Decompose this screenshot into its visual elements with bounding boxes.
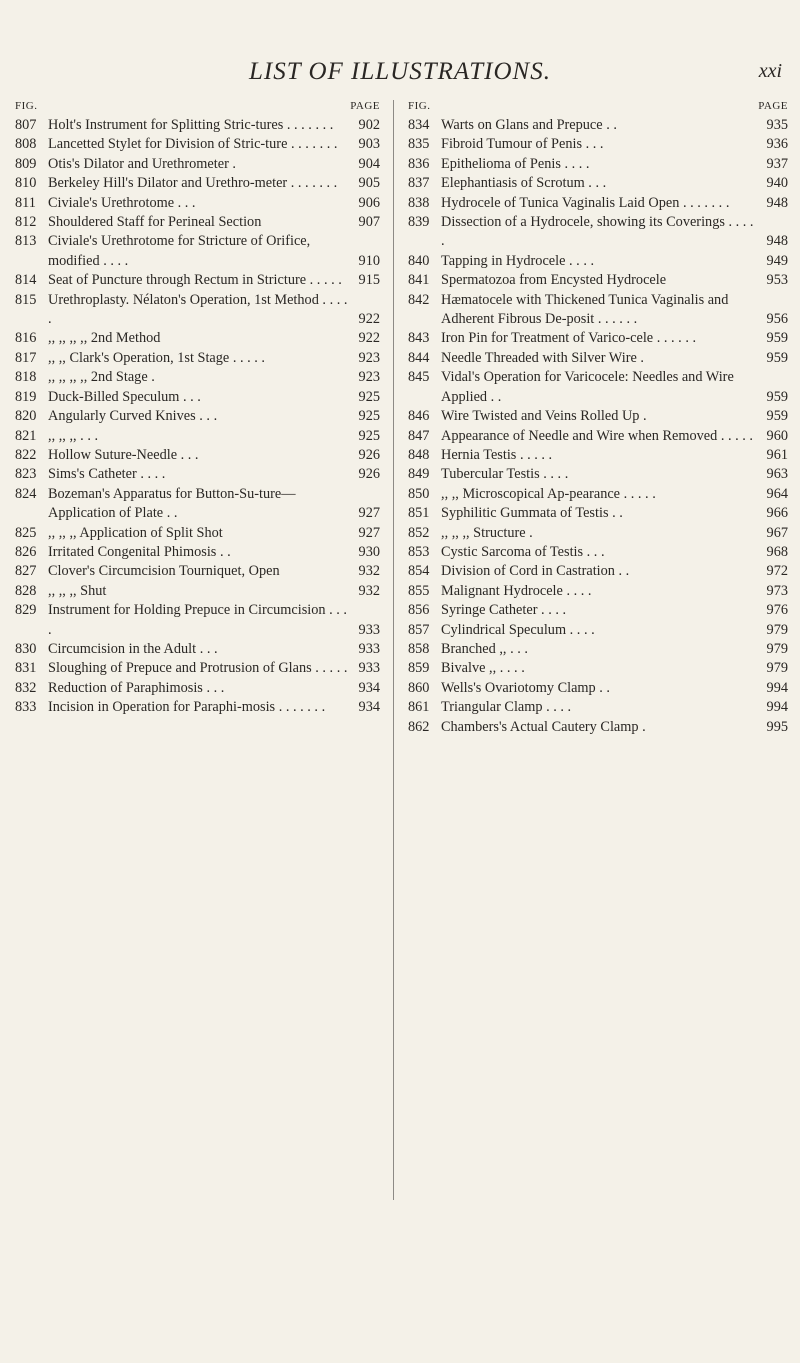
page-ref: 922 xyxy=(358,330,380,347)
list-item xyxy=(408,368,788,407)
fig-caption: Fibroid Tumour of Penis . . . xyxy=(441,136,604,153)
page-ref: 948 xyxy=(766,233,788,250)
page-ref: 933 xyxy=(358,640,380,657)
fig-caption: Hydrocele of Tunica Vaginalis Laid Open . . . . . . . xyxy=(441,194,730,211)
fig-number: 849 xyxy=(408,466,430,483)
fig-caption: Sloughing of Prepuce and Protrusion of Glans . . . . . xyxy=(48,660,348,677)
fig-number: 808 xyxy=(15,136,37,153)
fig-number: 840 xyxy=(408,252,430,269)
fig-caption: Bivalve ,, . . . . xyxy=(441,660,525,677)
page-ref: 923 xyxy=(358,349,380,366)
list-item xyxy=(15,213,380,232)
fig-caption: Civiale's Urethrotome . . . xyxy=(48,194,196,211)
fig-caption: Syphilitic Gummata of Testis . . xyxy=(441,505,623,522)
fig-caption: Wire Twisted and Veins Rolled Up . xyxy=(441,408,647,425)
fig-number: 826 xyxy=(15,543,37,560)
page-ref: 960 xyxy=(766,427,788,444)
page-ref: 972 xyxy=(766,563,788,580)
fig-caption: Dissection of a Hydrocele, showing its Coverings . . . . . xyxy=(441,214,754,250)
fig-number: 832 xyxy=(15,679,37,696)
page-label: PAGE xyxy=(758,100,788,112)
page-ref: 994 xyxy=(766,699,788,716)
left-column xyxy=(15,100,380,718)
fig-caption: ,, ,, ,, ,, 2nd Method xyxy=(48,330,161,347)
page-ref: 936 xyxy=(766,136,788,153)
fig-number: 850 xyxy=(408,485,430,502)
page-ref: 979 xyxy=(766,621,788,638)
page-ref: 953 xyxy=(766,272,788,289)
list-item xyxy=(15,349,380,368)
list-item xyxy=(15,427,380,446)
page-ref: 966 xyxy=(766,505,788,522)
page-ref: 995 xyxy=(766,718,788,735)
fig-number: 834 xyxy=(408,117,430,133)
fig-number: 833 xyxy=(15,699,37,716)
list-item xyxy=(15,194,380,213)
fig-caption: Bozeman's Apparatus for Button-Su-ture—Application of Plate . . xyxy=(48,485,296,522)
fig-caption: ,, ,, ,, ,, 2nd Stage . xyxy=(48,369,155,386)
list-item xyxy=(408,679,788,698)
fig-number: 862 xyxy=(408,718,430,735)
page-ref: 940 xyxy=(766,175,788,192)
list-item xyxy=(408,252,788,271)
list-item xyxy=(15,329,380,348)
fig-caption: ,, ,, ,, Application of Split Shot xyxy=(48,524,223,541)
fig-number: 829 xyxy=(15,602,37,619)
fig-number: 852 xyxy=(408,524,430,541)
fig-number: 810 xyxy=(15,175,37,192)
fig-number: 831 xyxy=(15,660,37,677)
list-item xyxy=(408,194,788,213)
page-ref: 934 xyxy=(358,679,380,696)
list-item xyxy=(408,155,788,174)
fig-number: 846 xyxy=(408,408,430,425)
fig-caption: Hollow Suture-Needle . . . xyxy=(48,446,199,463)
fig-number: 817 xyxy=(15,349,37,366)
page-ref: 959 xyxy=(766,408,788,425)
right-column xyxy=(408,100,788,737)
list-item xyxy=(15,291,380,330)
list-item xyxy=(408,543,788,562)
page-ref: 956 xyxy=(766,311,788,328)
page-ref: 967 xyxy=(766,524,788,541)
list-item xyxy=(408,465,788,484)
list-item xyxy=(408,349,788,368)
fig-number: 842 xyxy=(408,291,430,308)
fig-number: 859 xyxy=(408,660,430,677)
fig-caption: ,, ,, ,, . . . xyxy=(48,427,99,444)
fig-caption: Holt's Instrument for Splitting Stric-tures . . . . . . . xyxy=(48,117,334,133)
page-ref: 907 xyxy=(358,214,380,231)
list-item xyxy=(408,174,788,193)
list-item xyxy=(408,485,788,504)
list-item xyxy=(15,116,380,135)
fig-number: 827 xyxy=(15,563,37,580)
list-item xyxy=(408,718,788,737)
fig-caption: Chambers's Actual Cautery Clamp . xyxy=(441,718,646,735)
page-ref: 922 xyxy=(358,311,380,328)
list-item xyxy=(15,640,380,659)
fig-number: 812 xyxy=(15,214,37,231)
list-item xyxy=(408,116,788,135)
fig-caption: Irritated Congenital Phimosis . . xyxy=(48,543,231,560)
fig-caption: Reduction of Paraphimosis . . . xyxy=(48,679,225,696)
list-item xyxy=(15,368,380,387)
fig-number: 860 xyxy=(408,679,430,696)
page-ref: 979 xyxy=(766,640,788,657)
list-item xyxy=(15,679,380,698)
page-ref: 915 xyxy=(358,272,380,289)
list-item xyxy=(15,155,380,174)
fig-caption: Needle Threaded with Silver Wire . xyxy=(441,349,644,366)
fig-caption: Appearance of Needle and Wire when Removed . . . . . xyxy=(441,427,753,444)
list-item xyxy=(15,524,380,543)
page-ref: 926 xyxy=(358,466,380,483)
fig-number: 857 xyxy=(408,621,430,638)
fig-caption: Branched ,, . . . xyxy=(441,640,528,657)
page-ref: 948 xyxy=(766,194,788,211)
list-item xyxy=(408,524,788,543)
list-item xyxy=(408,427,788,446)
fig-number: 858 xyxy=(408,640,430,657)
fig-number: 828 xyxy=(15,582,37,599)
fig-number: 843 xyxy=(408,330,430,347)
fig-number: 848 xyxy=(408,446,430,463)
fig-caption: ,, ,, Microscopical Ap-pearance . . . . . xyxy=(441,485,656,502)
column-header xyxy=(408,100,788,116)
fig-caption: Warts on Glans and Prepuce . . xyxy=(441,117,617,133)
fig-number: 838 xyxy=(408,194,430,211)
fig-number: 813 xyxy=(15,233,37,250)
fig-number: 835 xyxy=(408,136,430,153)
fig-caption: Otis's Dilator and Urethrometer . xyxy=(48,155,236,172)
fig-number: 841 xyxy=(408,272,430,289)
list-item xyxy=(15,271,380,290)
fig-caption: Clover's Circumcision Tourniquet, Open xyxy=(48,563,280,580)
fig-number: 815 xyxy=(15,291,37,308)
fig-number: 836 xyxy=(408,155,430,172)
fig-number: 807 xyxy=(15,117,37,133)
page-ref: 935 xyxy=(766,117,788,133)
fig-number: 855 xyxy=(408,582,430,599)
list-item xyxy=(408,329,788,348)
page-ref: 925 xyxy=(358,427,380,444)
page-ref: 963 xyxy=(766,466,788,483)
fig-number: 820 xyxy=(15,408,37,425)
list-item xyxy=(15,388,380,407)
page-ref: 934 xyxy=(358,699,380,716)
fig-caption: Cystic Sarcoma of Testis . . . xyxy=(441,543,605,560)
list-item xyxy=(15,446,380,465)
fig-caption: Triangular Clamp . . . . xyxy=(441,699,572,716)
page-ref: 926 xyxy=(358,446,380,463)
page-ref: 959 xyxy=(766,349,788,366)
fig-caption: Tapping in Hydrocele . . . . xyxy=(441,252,595,269)
list-item xyxy=(15,465,380,484)
list-item xyxy=(408,135,788,154)
page-ref: 905 xyxy=(358,175,380,192)
page-ref: 933 xyxy=(358,660,380,677)
list-item xyxy=(408,601,788,620)
fig-number: 856 xyxy=(408,602,430,619)
list-item xyxy=(15,543,380,562)
page-ref: 979 xyxy=(766,660,788,677)
fig-caption: Elephantiasis of Scrotum . . . xyxy=(441,175,607,192)
list-item xyxy=(408,291,788,330)
fig-caption: Civiale's Urethrotome for Stricture of Orifice, modified . . . . xyxy=(48,233,311,269)
fig-caption: Incision in Operation for Paraphi-mosis . . . . . . . xyxy=(48,699,326,716)
page-label: PAGE xyxy=(350,100,380,112)
list-item xyxy=(408,640,788,659)
fig-number: 824 xyxy=(15,485,37,502)
fig-number: 809 xyxy=(15,155,37,172)
fig-number: 839 xyxy=(408,214,430,231)
fig-number: 814 xyxy=(15,272,37,289)
page-ref: 910 xyxy=(358,252,380,269)
fig-caption: Duck-Billed Speculum . . . xyxy=(48,388,201,405)
fig-caption: Lancetted Stylet for Division of Stric-ture . . . . . . . xyxy=(48,136,338,153)
fig-number: 822 xyxy=(15,446,37,463)
page-ref: 994 xyxy=(766,679,788,696)
list-item xyxy=(15,485,380,524)
page-ref: 903 xyxy=(358,136,380,153)
illustration-list xyxy=(15,116,380,718)
page-ref: 925 xyxy=(358,408,380,425)
fig-caption: Urethroplasty. Nélaton's Operation, 1st Method . . . . . xyxy=(48,291,348,328)
list-item xyxy=(408,446,788,465)
page-ref: 949 xyxy=(766,252,788,269)
page-ref: 904 xyxy=(358,155,380,172)
fig-caption: Wells's Ovariotomy Clamp . . xyxy=(441,679,611,696)
page-header xyxy=(0,58,800,88)
fig-caption: Hernia Testis . . . . . xyxy=(441,446,553,463)
page-ref: 959 xyxy=(766,388,788,405)
fig-label: FIG. xyxy=(408,100,431,112)
fig-number: 818 xyxy=(15,369,37,386)
fig-caption: Vidal's Operation for Varicocele: Needles and Wire Applied . . xyxy=(441,369,734,405)
fig-caption: Circumcision in the Adult . . . xyxy=(48,640,218,657)
fig-caption: Syringe Catheter . . . . xyxy=(441,602,567,619)
list-item xyxy=(15,407,380,426)
fig-number: 853 xyxy=(408,543,430,560)
page-ref: 930 xyxy=(358,543,380,560)
fig-caption: Malignant Hydrocele . . . . xyxy=(441,582,592,599)
fig-number: 845 xyxy=(408,369,430,386)
fig-caption: ,, ,, ,, Shut xyxy=(48,582,107,599)
list-item xyxy=(408,213,788,252)
fig-caption: Spermatozoa from Encysted Hydrocele xyxy=(441,272,667,289)
list-item xyxy=(408,582,788,601)
fig-number: 830 xyxy=(15,640,37,657)
fig-caption: Shouldered Staff for Perineal Section xyxy=(48,214,262,231)
list-item xyxy=(408,407,788,426)
fig-number: 844 xyxy=(408,349,430,366)
list-item xyxy=(15,135,380,154)
fig-number: 854 xyxy=(408,563,430,580)
page-ref: 976 xyxy=(766,602,788,619)
page-ref: 932 xyxy=(358,582,380,599)
fig-caption: ,, ,, Clark's Operation, 1st Stage . . . . . xyxy=(48,349,266,366)
fig-number: 821 xyxy=(15,427,37,444)
page-ref: 968 xyxy=(766,543,788,560)
page-ref: 973 xyxy=(766,582,788,599)
fig-caption: Cylindrical Speculum . . . . xyxy=(441,621,595,638)
fig-number: 823 xyxy=(15,466,37,483)
page-ref: 923 xyxy=(358,369,380,386)
fig-caption: Hæmatocele with Thickened Tunica Vaginalis and Adherent Fibrous De-posit . . . . . . xyxy=(441,291,729,328)
fig-number: 816 xyxy=(15,330,37,347)
list-item xyxy=(15,232,380,271)
fig-caption: Berkeley Hill's Dilator and Urethro-meter . . . . . . . xyxy=(48,175,338,192)
fig-caption: Seat of Puncture through Rectum in Stricture . . . . . xyxy=(48,272,342,289)
page-ref: 964 xyxy=(766,485,788,502)
fig-number: 847 xyxy=(408,427,430,444)
fig-number: 851 xyxy=(408,505,430,522)
list-item xyxy=(408,698,788,717)
fig-number: 825 xyxy=(15,524,37,541)
list-item xyxy=(15,659,380,678)
illustration-list xyxy=(408,116,788,737)
list-item xyxy=(408,621,788,640)
page-ref: 927 xyxy=(358,524,380,541)
page-number: xxi xyxy=(758,60,782,82)
page-ref: 906 xyxy=(358,194,380,211)
fig-caption: Angularly Curved Knives . . . xyxy=(48,408,218,425)
fig-number: 811 xyxy=(15,194,36,211)
fig-caption: Instrument for Holding Prepuce in Circumcision . . . . xyxy=(48,602,347,638)
fig-caption: Sims's Catheter . . . . xyxy=(48,466,166,483)
fig-label: FIG. xyxy=(15,100,38,112)
page-ref: 902 xyxy=(358,117,380,133)
list-item xyxy=(15,174,380,193)
list-item xyxy=(408,562,788,581)
column-divider xyxy=(393,100,394,1200)
list-item xyxy=(408,271,788,290)
page-ref: 932 xyxy=(358,563,380,580)
fig-number: 819 xyxy=(15,388,37,405)
column-header xyxy=(15,100,380,116)
fig-caption: Tubercular Testis . . . . xyxy=(441,466,569,483)
fig-caption: Epithelioma of Penis . . . . xyxy=(441,155,590,172)
page-ref: 959 xyxy=(766,330,788,347)
fig-caption: ,, ,, ,, Structure . xyxy=(441,524,533,541)
fig-number: 837 xyxy=(408,175,430,192)
fig-number: 861 xyxy=(408,699,430,716)
page-ref: 925 xyxy=(358,388,380,405)
list-item xyxy=(15,601,380,640)
page-ref: 961 xyxy=(766,446,788,463)
page-title: LIST OF ILLUSTRATIONS. xyxy=(249,58,551,85)
list-item xyxy=(408,659,788,678)
list-item xyxy=(15,562,380,581)
page-ref: 937 xyxy=(766,155,788,172)
list-item xyxy=(15,582,380,601)
page-ref: 927 xyxy=(358,505,380,522)
fig-caption: Iron Pin for Treatment of Varico-cele . . . . . . xyxy=(441,330,697,347)
fig-caption: Division of Cord in Castration . . xyxy=(441,563,630,580)
list-item xyxy=(15,698,380,717)
list-item xyxy=(408,504,788,523)
page-ref: 933 xyxy=(358,621,380,638)
